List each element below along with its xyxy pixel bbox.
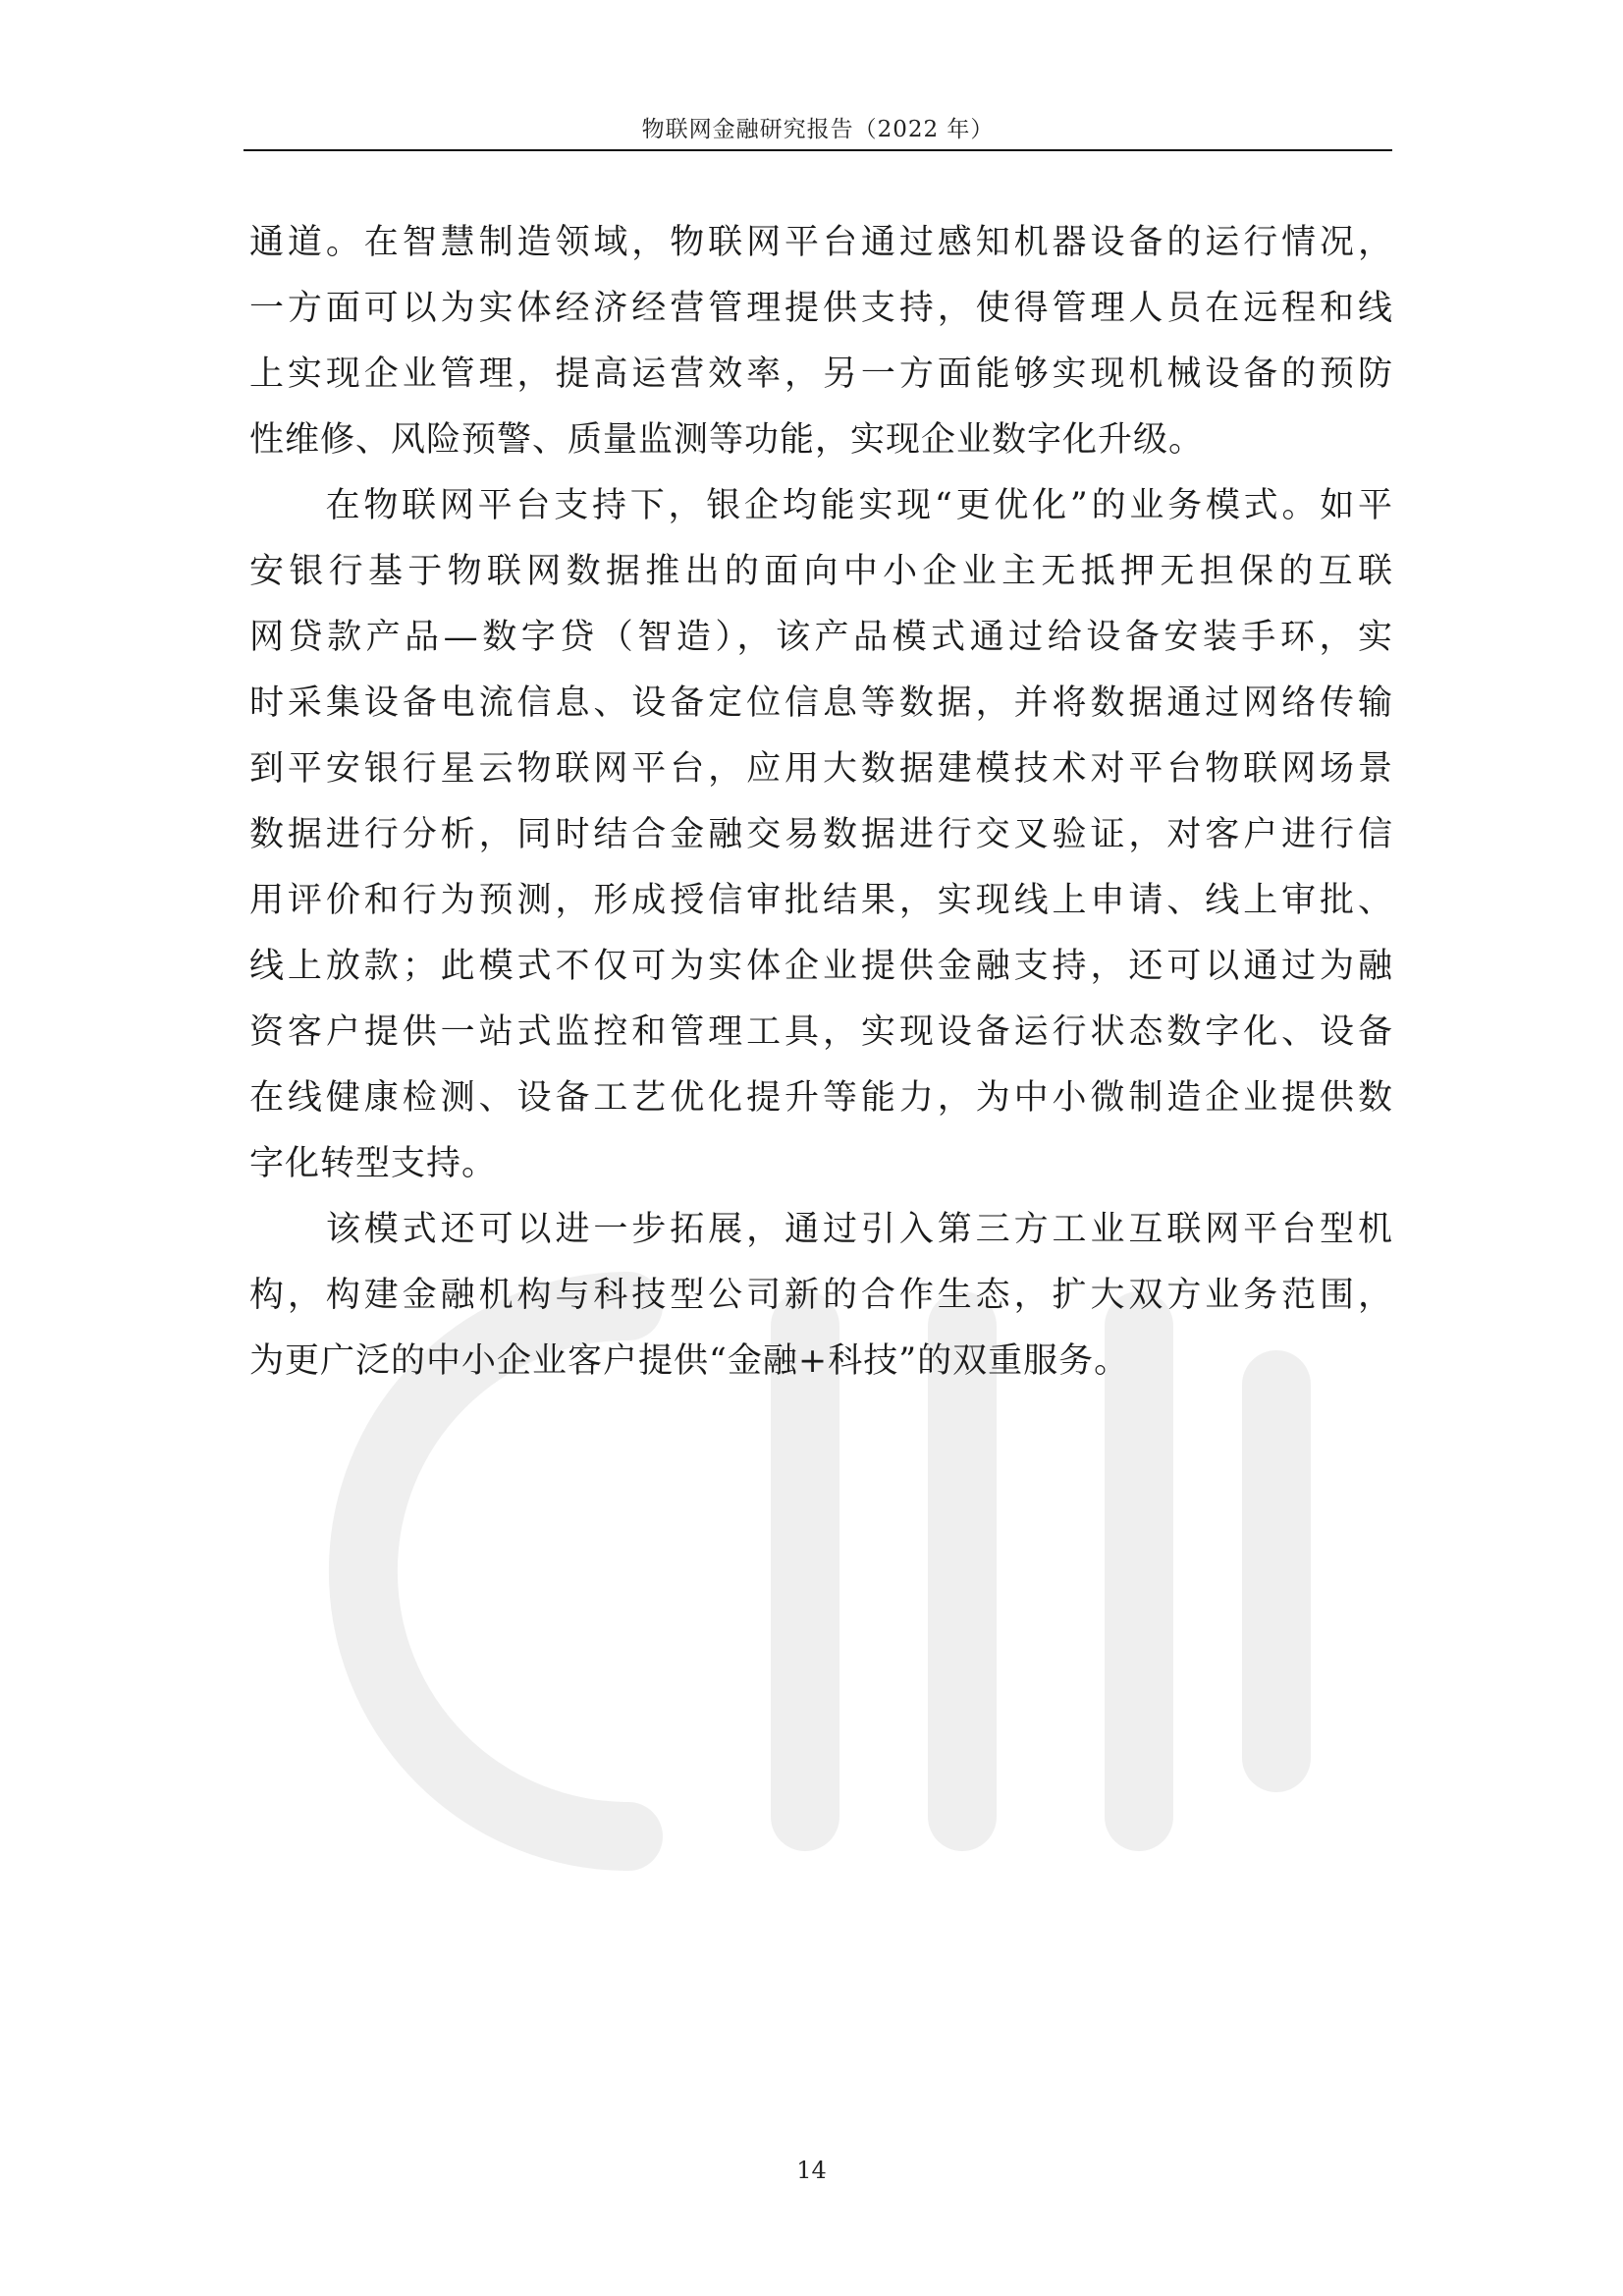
paragraph-3 xyxy=(249,1197,1393,1394)
text-line: 在线健康检测、设备工艺优化提升等能力，为中小微制造企业提供数 xyxy=(249,1078,1393,1118)
page-number: 14 xyxy=(796,2157,827,2184)
paragraph-2 xyxy=(249,473,1393,1197)
text-line: 为更广泛的中小企业客户提供“金融+科技”的双重服务。 xyxy=(249,1341,1130,1381)
text-line: 数据进行分析，同时结合金融交易数据进行交叉验证，对客户进行信 xyxy=(249,815,1393,854)
text-line: 安银行基于物联网数据推出的面向中小企业主无抵押无担保的互联 xyxy=(249,552,1393,591)
text-line: 到平安银行星云物联网平台，应用大数据建模技术对平台物联网场景 xyxy=(249,749,1393,789)
text-line: 上实现企业管理，提高运营效率，另一方面能够实现机械设备的预防 xyxy=(249,355,1393,394)
text-line: 在物联网平台支持下，银企均能实现“更优化”的业务模式。如平 xyxy=(249,486,1393,525)
running-header: 物联网金融研究报告（2022 年） xyxy=(641,117,995,142)
text-line: 性维修、风险预警、质量监测等功能，实现企业数字化升级。 xyxy=(249,420,1205,460)
text-line: 该模式还可以进一步拓展，通过引入第三方工业互联网平台型机 xyxy=(249,1210,1393,1249)
header-rule xyxy=(243,149,1392,151)
text-line: 用评价和行为预测，形成授信审批结果，实现线上申请、线上审批、 xyxy=(249,881,1393,920)
text-line: 线上放款；此模式不仅可为实体企业提供金融支持，还可以通过为融 xyxy=(249,947,1393,986)
text-line: 资客户提供一站式监控和管理工具，实现设备运行状态数字化、设备 xyxy=(249,1012,1393,1052)
body-text xyxy=(249,210,1393,1394)
text-line: 一方面可以为实体经济经营管理提供支持，使得管理人员在远程和线 xyxy=(249,289,1393,328)
text-line: 时采集设备电流信息、设备定位信息等数据，并将数据通过网络传输 xyxy=(249,683,1393,723)
text-line: 网贷款产品—数字贷（智造），该产品模式通过给设备安装手环，实 xyxy=(249,618,1393,657)
text-line: 构，构建金融机构与科技型公司新的合作生态，扩大双方业务范围， xyxy=(249,1276,1393,1315)
paragraph-1 xyxy=(249,210,1393,473)
text-line: 通道。在智慧制造领域，物联网平台通过感知机器设备的运行情况， xyxy=(249,223,1393,262)
text-line: 字化转型支持。 xyxy=(249,1144,498,1183)
